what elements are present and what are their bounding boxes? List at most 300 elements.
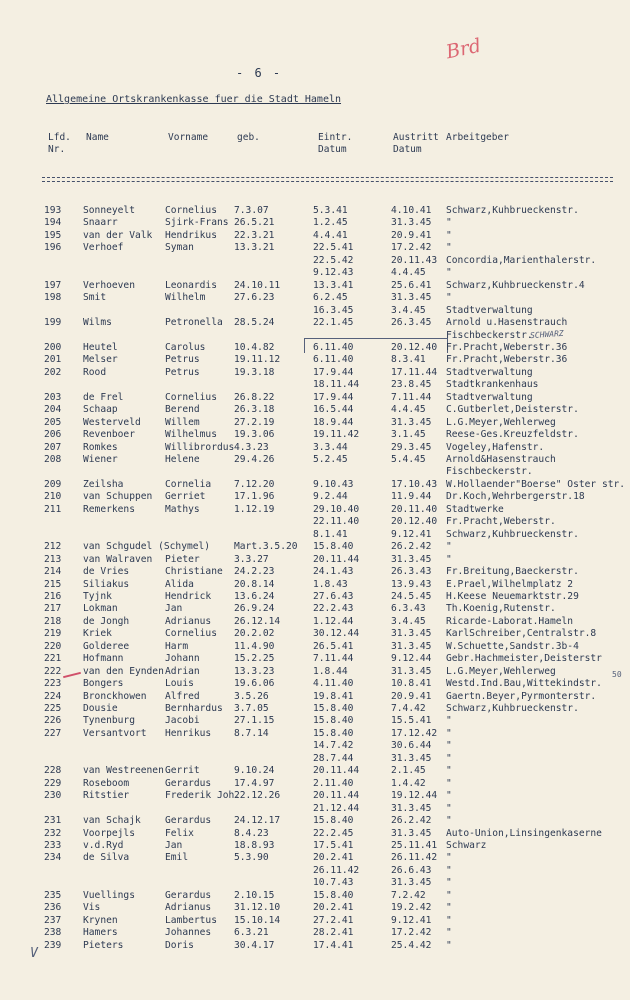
cell-nr: 211 bbox=[44, 503, 62, 515]
cell-nr: 216 bbox=[44, 590, 62, 602]
cell-name: Siliakus bbox=[83, 578, 130, 590]
cell-austritt: 23.8.45 bbox=[391, 379, 432, 391]
table-row bbox=[0, 254, 630, 267]
table-row bbox=[0, 478, 630, 491]
cell-name: Rood bbox=[83, 366, 107, 378]
cell-name: Verhoef bbox=[83, 242, 124, 254]
cell-eintritt: 17.4.41 bbox=[313, 939, 354, 951]
cell-nr: 223 bbox=[44, 678, 62, 690]
cell-nr: 209 bbox=[44, 478, 62, 490]
cell-name: Sonneyelt bbox=[83, 205, 135, 216]
page-title: Allgemeine Ortskrankenkasse fuer die Stadt Hameln bbox=[46, 94, 342, 105]
cell-austritt: 3.4.45 bbox=[391, 304, 426, 316]
cell-arbeitgeber: Schwarz,Kuhbrueckenstr. bbox=[446, 703, 579, 714]
cell-eintritt: 17.5.41 bbox=[313, 839, 354, 851]
cell-vorname: Johann bbox=[165, 653, 200, 665]
header-arbeitgeber: Arbeitgeber bbox=[446, 132, 509, 143]
cell-arbeitgeber: " bbox=[446, 790, 452, 802]
cell-vorname: Frederik Joh. bbox=[165, 790, 241, 802]
table-row bbox=[0, 702, 630, 715]
cell-geb: 6.3.21 bbox=[234, 927, 269, 939]
cell-eintritt: 13.3.41 bbox=[313, 279, 354, 291]
cell-nr: 198 bbox=[44, 292, 62, 304]
cell-eintritt: 9.10.43 bbox=[313, 478, 354, 490]
cell-name: Ritstier bbox=[83, 790, 130, 802]
cell-vorname: Louis bbox=[165, 678, 194, 690]
cell-vorname: Emil bbox=[165, 852, 189, 864]
cell-name: van Schajk bbox=[83, 815, 141, 827]
cell-austritt: 2.1.45 bbox=[391, 765, 426, 777]
cell-austritt: 15.5.41 bbox=[391, 715, 432, 727]
cell-name: Roseboom bbox=[83, 777, 130, 789]
cell-vorname: Cornelius bbox=[165, 205, 217, 216]
cell-name: Pieters bbox=[83, 939, 124, 951]
cell-geb: 8.4.23 bbox=[234, 827, 269, 839]
cell-geb: 24.12.17 bbox=[234, 815, 281, 827]
cell-nr: 232 bbox=[44, 827, 62, 839]
cell-austritt: 25.6.41 bbox=[391, 279, 432, 291]
cell-geb: 19.6.06 bbox=[234, 678, 275, 690]
table-row bbox=[0, 752, 630, 765]
cell-name: Revenboer bbox=[83, 429, 135, 441]
cell-arbeitgeber: " bbox=[446, 927, 452, 939]
cell-austritt: 19.12.44 bbox=[391, 790, 438, 802]
cell-geb: 7.3.07 bbox=[234, 205, 269, 216]
cell-eintritt: 16.5.44 bbox=[313, 404, 354, 416]
cell-vorname: Wilhelm bbox=[165, 292, 206, 304]
cell-name: Bongers bbox=[83, 678, 124, 690]
cell-austritt: 7.2.42 bbox=[391, 889, 426, 901]
table-row bbox=[0, 216, 630, 229]
table-row bbox=[0, 204, 630, 217]
cell-austritt: 26.6.43 bbox=[391, 864, 432, 876]
cell-nr: 234 bbox=[44, 852, 62, 864]
cell-nr: 220 bbox=[44, 640, 62, 652]
cell-geb: 18.8.93 bbox=[234, 839, 275, 851]
cell-geb: 29.4.26 bbox=[234, 454, 275, 465]
cell-vorname: Adrianus bbox=[165, 615, 212, 627]
cell-arbeitgeber: " bbox=[446, 777, 452, 789]
table-row bbox=[0, 777, 630, 790]
table-row bbox=[0, 764, 630, 777]
cell-arbeitgeber: Westd.Ind.Bau,Wittekindstr. bbox=[446, 678, 602, 690]
cell-eintritt: 24.1.43 bbox=[313, 566, 354, 578]
cell-eintritt: 26.5.41 bbox=[313, 640, 354, 652]
cell-arbeitgeber: KarlSchreiber,Centralstr.8 bbox=[446, 628, 597, 640]
table-row bbox=[0, 391, 630, 404]
table-row bbox=[0, 889, 630, 902]
cell-vorname: Petrus bbox=[165, 366, 200, 378]
cell-arbeitgeber: H.Keese Neuemarktstr.29 bbox=[446, 590, 579, 602]
table-row bbox=[0, 341, 630, 354]
cell-eintritt: 15.8.40 bbox=[313, 889, 354, 901]
cell-name: Vis bbox=[83, 902, 101, 914]
table-row bbox=[0, 465, 630, 478]
cell-austritt: 9.12.41 bbox=[391, 528, 432, 540]
cell-vorname: Hendrikus bbox=[165, 229, 217, 241]
cell-vorname: Sjirk-Frans bbox=[165, 217, 229, 229]
cell-eintritt: 15.8.40 bbox=[313, 541, 354, 553]
cell-austritt: 1.4.42 bbox=[391, 777, 426, 789]
cell-nr: 206 bbox=[44, 429, 62, 441]
cell-geb: 26.8.22 bbox=[234, 391, 275, 403]
table-row bbox=[0, 939, 630, 952]
cell-name: van den Eynden bbox=[83, 665, 164, 677]
cell-austritt: 10.8.41 bbox=[391, 678, 432, 690]
cell-arbeitgeber: Stadtverwaltung bbox=[446, 366, 533, 378]
cell-nr: 228 bbox=[44, 765, 62, 777]
cell-nr: 239 bbox=[44, 939, 62, 951]
cell-name: Kriek bbox=[83, 628, 112, 640]
cell-vorname: Syman bbox=[165, 242, 194, 254]
cell-name: Versantvort bbox=[83, 727, 147, 739]
table-row bbox=[0, 353, 630, 366]
cell-arbeitgeber: W.Hollaender"Boerse" Oster str. bbox=[446, 478, 626, 490]
cell-nr: 199 bbox=[44, 317, 62, 329]
header-rule bbox=[42, 177, 613, 178]
cell-vorname: Gerrit bbox=[165, 765, 200, 777]
cell-nr: 203 bbox=[44, 391, 62, 403]
cell-eintritt: 9.2.44 bbox=[313, 491, 348, 503]
cell-geb: 27.6.23 bbox=[234, 292, 275, 304]
cell-geb: 3.3.27 bbox=[234, 553, 269, 565]
cell-nr: 194 bbox=[44, 217, 62, 229]
table-row bbox=[0, 876, 630, 889]
cell-austritt: 9.12.41 bbox=[391, 914, 432, 926]
cell-nr: 207 bbox=[44, 441, 62, 453]
cell-vorname: Cornelia bbox=[165, 478, 212, 490]
cell-nr: 196 bbox=[44, 242, 62, 254]
table-row bbox=[0, 378, 630, 391]
table-row bbox=[0, 839, 630, 852]
cell-arbeitgeber: " bbox=[446, 267, 452, 279]
cell-nr: 201 bbox=[44, 354, 62, 366]
cell-name: Westerveld bbox=[83, 416, 141, 428]
cell-geb: 19.3.06 bbox=[234, 429, 275, 441]
table-row bbox=[0, 291, 630, 304]
cell-vorname: Jan bbox=[165, 839, 183, 851]
cell-geb: Mart.3.5.20 bbox=[234, 541, 298, 553]
cell-name: Voorpejls bbox=[83, 827, 135, 839]
table-row bbox=[0, 690, 630, 703]
table-row bbox=[0, 441, 630, 454]
cell-geb: 11.4.90 bbox=[234, 640, 275, 652]
cell-nr: 197 bbox=[44, 279, 62, 291]
cell-vorname: Willibrordus bbox=[165, 441, 235, 453]
cell-austritt: 31.3.45 bbox=[391, 877, 432, 889]
cell-nr: 210 bbox=[44, 491, 62, 503]
table-row bbox=[0, 802, 630, 815]
cell-arbeitgeber: " bbox=[446, 740, 452, 752]
cell-arbeitgeber: Fischbeckerstr. bbox=[446, 329, 533, 341]
cell-arbeitgeber: " bbox=[446, 877, 452, 889]
cell-arbeitgeber: Gaertn.Beyer,Pyrmonterstr. bbox=[446, 690, 597, 702]
cell-nr: 235 bbox=[44, 889, 62, 901]
cell-name: de Vries bbox=[83, 566, 130, 578]
cell-eintritt: 9.12.43 bbox=[313, 267, 354, 279]
cell-eintritt: 26.11.42 bbox=[313, 864, 360, 876]
cell-name: Lokman bbox=[83, 603, 118, 615]
cell-arbeitgeber: " bbox=[446, 864, 452, 876]
cell-nr: 213 bbox=[44, 553, 62, 565]
cell-arbeitgeber: Fischbeckerstr. bbox=[446, 466, 533, 478]
cell-arbeitgeber: " bbox=[446, 752, 452, 764]
cell-arbeitgeber: Auto-Union,Linsingenkaserne bbox=[446, 827, 602, 839]
cell-arbeitgeber: Dr.Koch,Wehrbergerstr.18 bbox=[446, 491, 585, 503]
cell-arbeitgeber: " bbox=[446, 541, 452, 553]
cell-eintritt: 15.8.40 bbox=[313, 815, 354, 827]
cell-arbeitgeber: Concordia,Marienthalerstr. bbox=[446, 254, 597, 266]
cell-name: de Jongh bbox=[83, 615, 130, 627]
cell-vorname: Bernhardus bbox=[165, 703, 223, 714]
table-row bbox=[0, 627, 630, 640]
cell-eintritt: 17.9.44 bbox=[313, 366, 354, 378]
cell-nr: 205 bbox=[44, 416, 62, 428]
cell-name: Heutel bbox=[83, 341, 118, 353]
cell-name: Krynen bbox=[83, 914, 118, 926]
cell-geb: 26.3.18 bbox=[234, 404, 275, 416]
cell-nr: 200 bbox=[44, 341, 62, 353]
cell-vorname: Jan bbox=[165, 603, 183, 615]
cell-geb: 20.8.14 bbox=[234, 578, 275, 590]
cell-eintritt: 5.2.45 bbox=[313, 454, 348, 465]
cell-arbeitgeber: Vogeley,Hafenstr. bbox=[446, 441, 545, 453]
cell-arbeitgeber: Reese-Ges.Kreuzfeldstr. bbox=[446, 429, 579, 441]
cell-austritt: 26.11.42 bbox=[391, 852, 438, 864]
table-row bbox=[0, 316, 630, 329]
cell-arbeitgeber: E.Prael,Wilhelmplatz 2 bbox=[446, 578, 574, 590]
cell-nr: 221 bbox=[44, 653, 62, 665]
cell-vorname: Adrian bbox=[165, 665, 200, 677]
cell-nr: 236 bbox=[44, 902, 62, 914]
cell-nr: 218 bbox=[44, 615, 62, 627]
cell-vorname: Berend bbox=[165, 404, 200, 416]
cell-eintritt: 10.7.43 bbox=[313, 877, 354, 889]
cell-name: Golderee bbox=[83, 640, 130, 652]
cell-arbeitgeber: " bbox=[446, 715, 452, 727]
cell-arbeitgeber: Stadtverwaltung bbox=[446, 304, 533, 316]
cell-vorname: Adrianus bbox=[165, 902, 212, 914]
cell-nr: 224 bbox=[44, 690, 62, 702]
cell-vorname: Petrus bbox=[165, 354, 200, 366]
header-rule bbox=[42, 181, 613, 182]
cell-austritt: 31.3.45 bbox=[391, 640, 432, 652]
cell-austritt: 17.10.43 bbox=[391, 478, 438, 490]
cell-arbeitgeber: " bbox=[446, 815, 452, 827]
cell-nr: 233 bbox=[44, 839, 62, 851]
cell-eintritt: 2.11.40 bbox=[313, 777, 354, 789]
table-row bbox=[0, 528, 630, 541]
cell-nr: 215 bbox=[44, 578, 62, 590]
cell-name: de Silva bbox=[83, 852, 130, 864]
cell-nr: 204 bbox=[44, 404, 62, 416]
cell-vorname: Henrikus bbox=[165, 727, 212, 739]
red-stamp: Brd bbox=[444, 34, 484, 64]
cell-eintritt: 7.11.44 bbox=[313, 653, 354, 665]
table-row bbox=[0, 926, 630, 939]
cell-austritt: 3.1.45 bbox=[391, 429, 426, 441]
cell-arbeitgeber: Stadtverwaltung bbox=[446, 391, 533, 403]
cell-austritt: 29.3.45 bbox=[391, 441, 432, 453]
cell-arbeitgeber: Stadtkrankenhaus bbox=[446, 379, 539, 391]
header-eintritt: Eintr. Datum bbox=[318, 132, 353, 155]
cell-austritt: 4.4.45 bbox=[391, 267, 426, 279]
cell-arbeitgeber: Schwarz,Kuhbrueckenstr. bbox=[446, 528, 579, 540]
cell-geb: 17.4.97 bbox=[234, 777, 275, 789]
cell-vorname: Gerriet bbox=[165, 491, 206, 503]
cell-nr: 226 bbox=[44, 715, 62, 727]
cell-vorname: Christiane bbox=[165, 566, 223, 578]
cell-arbeitgeber: " bbox=[446, 727, 452, 739]
cell-name: van Schgudel (Schymel) bbox=[83, 541, 211, 553]
page-number: - 6 - bbox=[236, 66, 283, 80]
cell-austritt: 31.3.45 bbox=[391, 665, 432, 677]
table-row bbox=[0, 565, 630, 578]
table-row bbox=[0, 602, 630, 615]
header-geb: geb. bbox=[237, 132, 260, 143]
cell-arbeitgeber: Stadtwerke bbox=[446, 503, 504, 515]
cell-austritt: 26.3.45 bbox=[391, 317, 432, 329]
table-row bbox=[0, 714, 630, 727]
cell-eintritt: 1.8.44 bbox=[313, 665, 348, 677]
cell-eintritt: 3.3.44 bbox=[313, 441, 348, 453]
cell-name: Snaarr bbox=[83, 217, 118, 229]
cell-austritt: 8.3.41 bbox=[391, 354, 426, 366]
cell-vorname: Gerardus bbox=[165, 815, 212, 827]
cell-austritt: 24.5.45 bbox=[391, 590, 432, 602]
cell-name: Melser bbox=[83, 354, 118, 366]
cell-arbeitgeber: Arnold&Hasenstrauch bbox=[446, 454, 556, 465]
cell-name: v.d.Ryd bbox=[83, 839, 124, 851]
table-row bbox=[0, 652, 630, 665]
table-row bbox=[0, 640, 630, 653]
cell-austritt: 20.9.41 bbox=[391, 229, 432, 241]
cell-austritt: 3.4.45 bbox=[391, 615, 426, 627]
cell-austritt: 4.10.41 bbox=[391, 205, 432, 216]
cell-vorname: Hendrick bbox=[165, 590, 212, 602]
cell-vorname: Pieter bbox=[165, 553, 200, 565]
cell-austritt: 17.11.44 bbox=[391, 366, 438, 378]
handwritten-note: 50 bbox=[612, 670, 622, 679]
cell-nr: 202 bbox=[44, 366, 62, 378]
cell-austritt: 4.4.45 bbox=[391, 404, 426, 416]
cell-arbeitgeber: Schwarz,Kuhbrueckenstr.4 bbox=[446, 279, 585, 291]
cell-eintritt: 1.12.44 bbox=[313, 615, 354, 627]
table-row bbox=[0, 266, 630, 279]
cell-name: de Frel bbox=[83, 391, 124, 403]
cell-austritt: 5.4.45 bbox=[391, 454, 426, 465]
cell-geb: 27.1.15 bbox=[234, 715, 275, 727]
cell-nr: 229 bbox=[44, 777, 62, 789]
cell-name: van Walraven bbox=[83, 553, 153, 565]
cell-eintritt: 22.1.45 bbox=[313, 317, 354, 329]
cell-austritt: 31.3.45 bbox=[391, 802, 432, 814]
cell-nr: 237 bbox=[44, 914, 62, 926]
cell-eintritt: 15.8.40 bbox=[313, 715, 354, 727]
cell-geb: 13.3.23 bbox=[234, 665, 275, 677]
cell-arbeitgeber: L.G.Meyer,Wehlerweg bbox=[446, 665, 556, 677]
cell-austritt: 26.3.43 bbox=[391, 566, 432, 578]
cell-nr: 227 bbox=[44, 727, 62, 739]
cell-vorname: Carolus bbox=[165, 341, 206, 353]
cell-name: van der Valk bbox=[83, 229, 153, 241]
cell-geb: 22.3.21 bbox=[234, 229, 275, 241]
cell-arbeitgeber: " bbox=[446, 914, 452, 926]
cell-eintritt: 17.9.44 bbox=[313, 391, 354, 403]
table-row bbox=[0, 851, 630, 864]
cell-vorname: Helene bbox=[165, 454, 200, 465]
cell-eintritt: 20.2.41 bbox=[313, 852, 354, 864]
cell-nr: 225 bbox=[44, 703, 62, 714]
cell-arbeitgeber: " bbox=[446, 902, 452, 914]
cell-arbeitgeber: W.Schuette,Sandstr.3b-4 bbox=[446, 640, 579, 652]
cell-name: Romkes bbox=[83, 441, 118, 453]
cell-name: Vuellings bbox=[83, 889, 135, 901]
cell-geb: 26.12.14 bbox=[234, 615, 281, 627]
table-row bbox=[0, 453, 630, 466]
table-row bbox=[0, 416, 630, 429]
cell-vorname: Gerardus bbox=[165, 777, 212, 789]
cell-eintritt: 22.11.40 bbox=[313, 516, 360, 528]
table-row bbox=[0, 578, 630, 591]
cell-arbeitgeber: " bbox=[446, 765, 452, 777]
cell-geb: 3.7.05 bbox=[234, 703, 269, 714]
cell-eintritt: 15.8.40 bbox=[313, 727, 354, 739]
cell-arbeitgeber: Schwarz,Kuhbrueckenstr. bbox=[446, 205, 579, 216]
cell-eintritt: 18.9.44 bbox=[313, 416, 354, 428]
table-row bbox=[0, 229, 630, 242]
cell-austritt: 17.2.42 bbox=[391, 927, 432, 939]
cell-austritt: 11.9.44 bbox=[391, 491, 432, 503]
cell-eintritt: 6.11.40 bbox=[313, 354, 354, 366]
table-row bbox=[0, 241, 630, 254]
cell-name: van Westreenen bbox=[83, 765, 164, 777]
table-row bbox=[0, 814, 630, 827]
cell-geb: 30.4.17 bbox=[234, 939, 275, 951]
cell-vorname: Gerardus bbox=[165, 889, 212, 901]
cell-austritt: 20.12.40 bbox=[391, 341, 438, 353]
cell-eintritt: 4.11.40 bbox=[313, 678, 354, 690]
cell-austritt: 25.4.42 bbox=[391, 939, 432, 951]
cell-austritt: 20.12.40 bbox=[391, 516, 438, 528]
cell-name: Verhoeven bbox=[83, 279, 135, 291]
cell-eintritt: 30.12.44 bbox=[313, 628, 360, 640]
cell-geb: 13.6.24 bbox=[234, 590, 275, 602]
cell-geb: 19.3.18 bbox=[234, 366, 275, 378]
cell-name: Wiener bbox=[83, 454, 118, 465]
table-row bbox=[0, 490, 630, 503]
cell-vorname: Felix bbox=[165, 827, 194, 839]
cell-austritt: 20.9.41 bbox=[391, 690, 432, 702]
cell-geb: 22.12.26 bbox=[234, 790, 281, 802]
cell-austritt: 17.12.42 bbox=[391, 727, 438, 739]
cell-geb: 5.3.90 bbox=[234, 852, 269, 864]
cell-name: Hamers bbox=[83, 927, 118, 939]
table-row bbox=[0, 615, 630, 628]
cell-austritt: 20.11.43 bbox=[391, 254, 438, 266]
cell-eintritt: 27.2.41 bbox=[313, 914, 354, 926]
cell-eintritt: 15.8.40 bbox=[313, 703, 354, 714]
cell-eintritt: 20.11.44 bbox=[313, 553, 360, 565]
cell-geb: 24.2.23 bbox=[234, 566, 275, 578]
cell-austritt: 31.3.45 bbox=[391, 217, 432, 229]
cell-arbeitgeber: Fr.Pracht,Weberstr.36 bbox=[446, 341, 568, 353]
cell-name: Hofmann bbox=[83, 653, 124, 665]
cell-vorname: Wilhelmus bbox=[165, 429, 217, 441]
cell-name: Bronckhowen bbox=[83, 690, 147, 702]
table-row bbox=[0, 366, 630, 379]
table-row bbox=[0, 901, 630, 914]
